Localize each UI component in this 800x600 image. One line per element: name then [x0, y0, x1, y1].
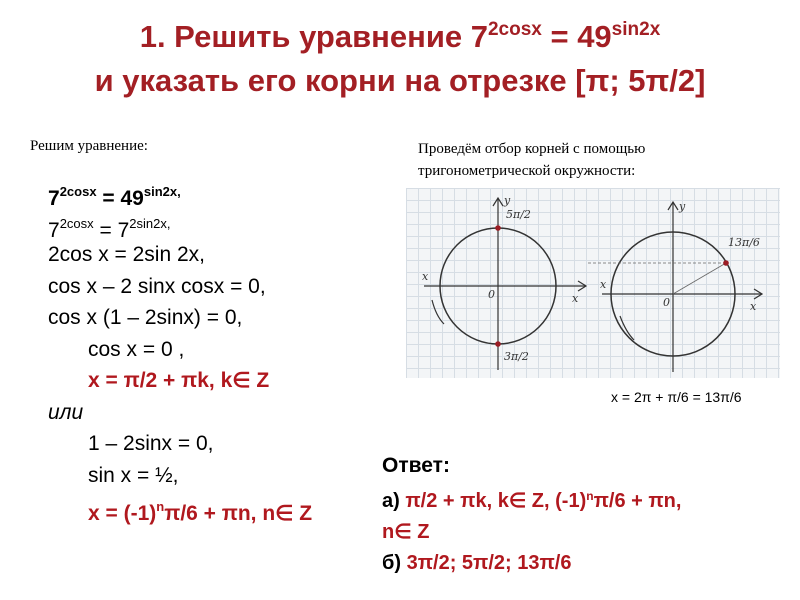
step-1-exp: 2cosx: [59, 184, 97, 199]
step-3: 2cos x = 2sin 2x,: [48, 243, 205, 266]
right-point-13pi6: [723, 260, 729, 266]
title-exponent-1: 2cosx: [487, 19, 542, 40]
trig-circles-svg: [406, 188, 780, 378]
step-2-base: 7: [48, 218, 60, 242]
title-text-mid: = 49: [541, 19, 612, 54]
step-1: [48, 176, 312, 208]
left-x-left-label: x: [422, 270, 429, 283]
step-2-exp2: 2sin2x,: [129, 215, 171, 231]
title-exponent-2: sin2x: [611, 19, 661, 40]
step-11-part-b: π/6 + πn, n∈ Z: [164, 502, 313, 525]
step-11-sup: n: [156, 499, 165, 514]
answer-b-prefix: б): [382, 552, 402, 574]
answer-a-sup: n: [586, 489, 594, 503]
right-x-label: x: [750, 300, 757, 313]
right-origin-label: 0: [663, 296, 670, 309]
step-1-base: 7: [48, 187, 60, 210]
step-6: cos x = 0 ,: [88, 337, 185, 361]
left-caption: Решим уравнение:: [30, 138, 148, 154]
answer-a-cont: n∈ Z: [382, 521, 430, 543]
left-point-bottom: [495, 341, 501, 347]
answer-a-part-1: π/2 + πk, k∈ Z, (-1): [405, 490, 587, 512]
step-11-root: [48, 491, 312, 523]
left-top-label: 5π/2: [506, 208, 531, 221]
right-caption: Проведём отбор корней с помощью тригонометрической окружности:: [418, 141, 646, 179]
solution-steps: [48, 176, 312, 523]
step-11-part-a: x = (-1): [88, 502, 157, 525]
answer-b-values: 3π/2; 5π/2; 13π/6: [406, 552, 572, 574]
left-circle-group: [422, 194, 586, 370]
right-point-label: 13π/6: [728, 236, 760, 249]
step-1-exp2: sin2x,: [143, 184, 181, 199]
step-1-mid: = 49: [96, 187, 144, 210]
slide-title: [0, 8, 800, 103]
step-9: 1 – 2sinx = 0,: [88, 432, 214, 455]
trig-circles-figure: [406, 188, 780, 378]
left-origin-label: 0: [488, 288, 495, 301]
step-2-exp: 2cosx: [59, 215, 94, 231]
left-point-top: [495, 225, 501, 231]
answer-a: [382, 481, 681, 517]
step-4: cos x – 2 sinx cosx = 0,: [48, 274, 266, 298]
step-7-root: x = π/2 + πk, k∈ Z: [88, 369, 270, 392]
right-x-left-label: x: [600, 278, 607, 291]
left-bottom-label: 3π/2: [504, 350, 529, 363]
right-y-label: y: [679, 200, 686, 213]
left-y-label: y: [504, 194, 511, 207]
step-2: [48, 208, 312, 240]
right-circle-group: [588, 200, 762, 372]
title-text: 1. Решить уравнение 7: [139, 19, 488, 54]
answer-b: [382, 548, 681, 579]
step-10: sin x = ½,: [88, 463, 179, 487]
answer-block: [382, 450, 681, 579]
title-line-2: и указать его корни на отрезке [π; 5π/2]: [94, 63, 706, 98]
answer-a-prefix: а): [382, 490, 400, 512]
answer-a-part-2: π/6 + πn,: [593, 490, 682, 512]
root-formula: x = 2π + π/6 = 13π/6: [611, 389, 742, 405]
answer-heading: Ответ:: [382, 454, 450, 477]
title-line-1: [0, 8, 800, 59]
step-5: cos x (1 – 2sinx) = 0,: [48, 306, 243, 329]
left-x-label: x: [572, 292, 579, 305]
step-or: или: [48, 400, 84, 424]
right-radius-line: [673, 263, 726, 294]
step-2-mid: = 7: [93, 218, 130, 242]
